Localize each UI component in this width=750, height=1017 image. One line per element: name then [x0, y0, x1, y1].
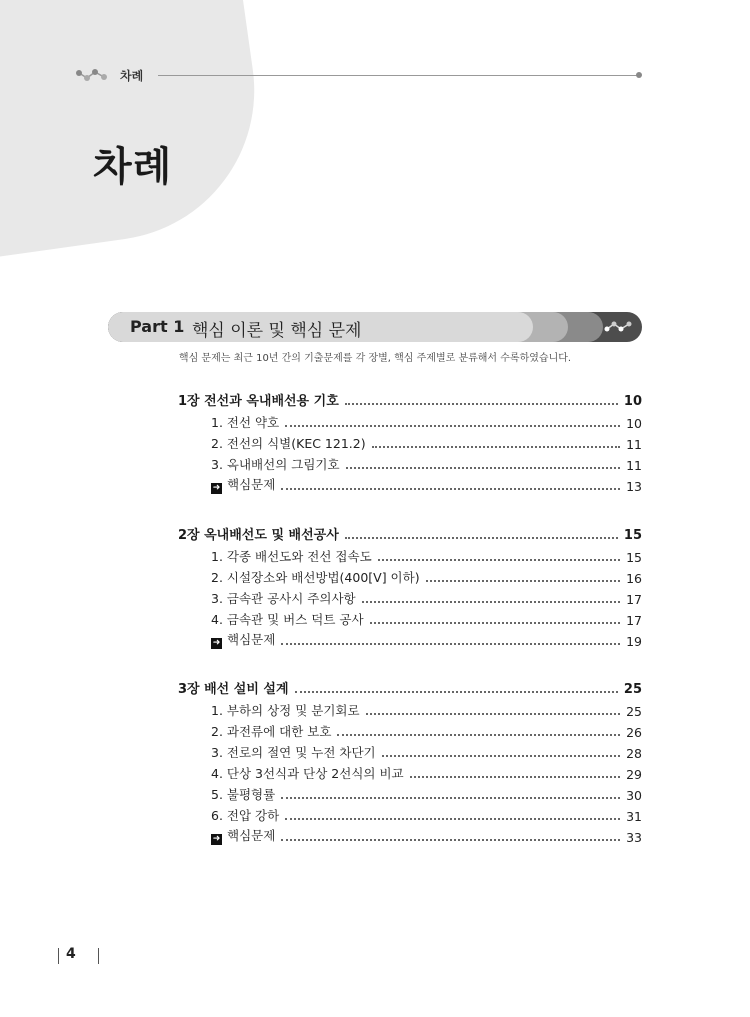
section-title: 2. 시설장소와 배선방법(400[V] 이하): [211, 570, 420, 585]
section-page: 33: [626, 830, 642, 845]
leader-dots: [295, 691, 618, 693]
section-entry[interactable]: [211, 610, 642, 628]
section-entry[interactable]: [211, 764, 642, 782]
leader-dots: [372, 446, 621, 448]
arrow-box-icon: ➜: [212, 834, 221, 844]
part-title: 핵심 이론 및 핵심 문제: [192, 321, 362, 341]
section-page: 31: [626, 809, 642, 824]
leader-dots: [281, 797, 620, 799]
page-title: 차례: [93, 144, 173, 190]
section-entry[interactable]: [211, 413, 642, 431]
section-entry[interactable]: [211, 568, 642, 586]
section-page: 17: [626, 592, 642, 607]
section-entry[interactable]: [211, 547, 642, 565]
part-description: 핵심 문제는 최근 10년 간의 기출문제를 각 장별, 핵심 주제별로 분류해서 수록하였습니다.: [178, 353, 572, 364]
leader-dots: [382, 755, 620, 757]
section-page: 26: [626, 725, 642, 740]
header-rule: [158, 75, 638, 76]
leader-dots: [281, 643, 620, 645]
section-page: 11: [626, 458, 642, 473]
section-page: 25: [626, 704, 642, 719]
leader-dots: [345, 403, 618, 405]
section-title: 3. 금속관 공사시 주의사항: [211, 591, 356, 606]
leader-dots: [285, 818, 620, 820]
section-title: 1. 각종 배선도와 전선 접속도: [211, 549, 372, 564]
header-rule-dot: [636, 72, 642, 78]
section-page: 15: [626, 550, 642, 565]
section-page: 11: [626, 437, 642, 452]
part-number: Part 1: [130, 317, 185, 336]
section-entry[interactable]: [211, 743, 642, 761]
leader-dots: [337, 734, 620, 736]
section-title: 2. 과전류에 대한 보호: [211, 724, 332, 739]
chapter-title: 2장 옥내배선도 및 배선공사: [178, 528, 339, 543]
leader-dots: [366, 713, 621, 715]
leader-dots: [345, 537, 618, 539]
section-entry[interactable]: [211, 785, 642, 803]
decorative-corner-shape: [0, 0, 274, 258]
page-number: 4: [66, 946, 76, 962]
core-problems-entry[interactable]: [211, 827, 642, 845]
section-page: 17: [626, 613, 642, 628]
section-entry[interactable]: [211, 722, 642, 740]
part-banner: [108, 312, 642, 342]
section-title: 1. 전선 약호: [211, 415, 280, 430]
chapter-entry[interactable]: [178, 525, 642, 543]
section-title: 핵심문제: [227, 632, 276, 647]
core-problems-entry[interactable]: [211, 476, 642, 494]
section-page: 30: [626, 788, 642, 803]
section-page: 13: [626, 479, 642, 494]
page-number-divider: [98, 948, 99, 964]
page-number-divider: [58, 948, 59, 964]
section-page: 29: [626, 767, 642, 782]
running-header: [76, 66, 646, 86]
arrow-box-icon: ➜: [212, 483, 221, 493]
section-title: 6. 전압 강하: [211, 808, 280, 823]
section-page: 16: [626, 571, 642, 586]
wave-dots-icon: [76, 68, 110, 82]
section-page: 10: [626, 416, 642, 431]
leader-dots: [362, 601, 620, 603]
section-title: 2. 전선의 식별(KEC 121.2): [211, 436, 366, 451]
chapter-entry[interactable]: [178, 679, 642, 697]
section-title: 핵심문제: [227, 828, 276, 843]
chapter-page: 10: [623, 394, 642, 409]
section-entry[interactable]: [211, 589, 642, 607]
leader-dots: [346, 467, 621, 469]
section-title: 4. 금속관 및 버스 덕트 공사: [211, 612, 364, 627]
arrow-box-icon: ➜: [212, 638, 221, 648]
banner-background: [108, 312, 642, 342]
section-title: 4. 단상 3선식과 단상 2선식의 비교: [211, 766, 404, 781]
section-entry[interactable]: [211, 434, 642, 452]
section-title: 5. 불평형률: [211, 787, 276, 802]
chapter-title: 1장 전선과 옥내배선용 기호: [178, 394, 339, 409]
chapter-page: 25: [623, 682, 642, 697]
chapter-page: 15: [623, 528, 642, 543]
leader-dots: [426, 580, 621, 582]
header-label: 차례: [120, 69, 144, 83]
section-entry[interactable]: [211, 455, 642, 473]
section-page: 28: [626, 746, 642, 761]
leader-dots: [285, 425, 620, 427]
section-page: 19: [626, 634, 642, 649]
chapter-title: 3장 배선 설비 설계: [178, 682, 289, 697]
wave-dots-icon: [604, 320, 632, 334]
leader-dots: [281, 839, 620, 841]
section-title: 1. 부하의 상정 및 분기회로: [211, 703, 360, 718]
chapter-entry[interactable]: [178, 391, 642, 409]
leader-dots: [281, 488, 620, 490]
section-title: 3. 옥내배선의 그림기호: [211, 457, 340, 472]
leader-dots: [370, 622, 621, 624]
core-problems-entry[interactable]: [211, 631, 642, 649]
leader-dots: [378, 559, 620, 561]
section-title: 3. 전로의 절연 및 누전 차단기: [211, 745, 376, 760]
section-entry[interactable]: [211, 806, 642, 824]
section-entry[interactable]: [211, 701, 642, 719]
section-title: 핵심문제: [227, 477, 276, 492]
leader-dots: [410, 776, 620, 778]
